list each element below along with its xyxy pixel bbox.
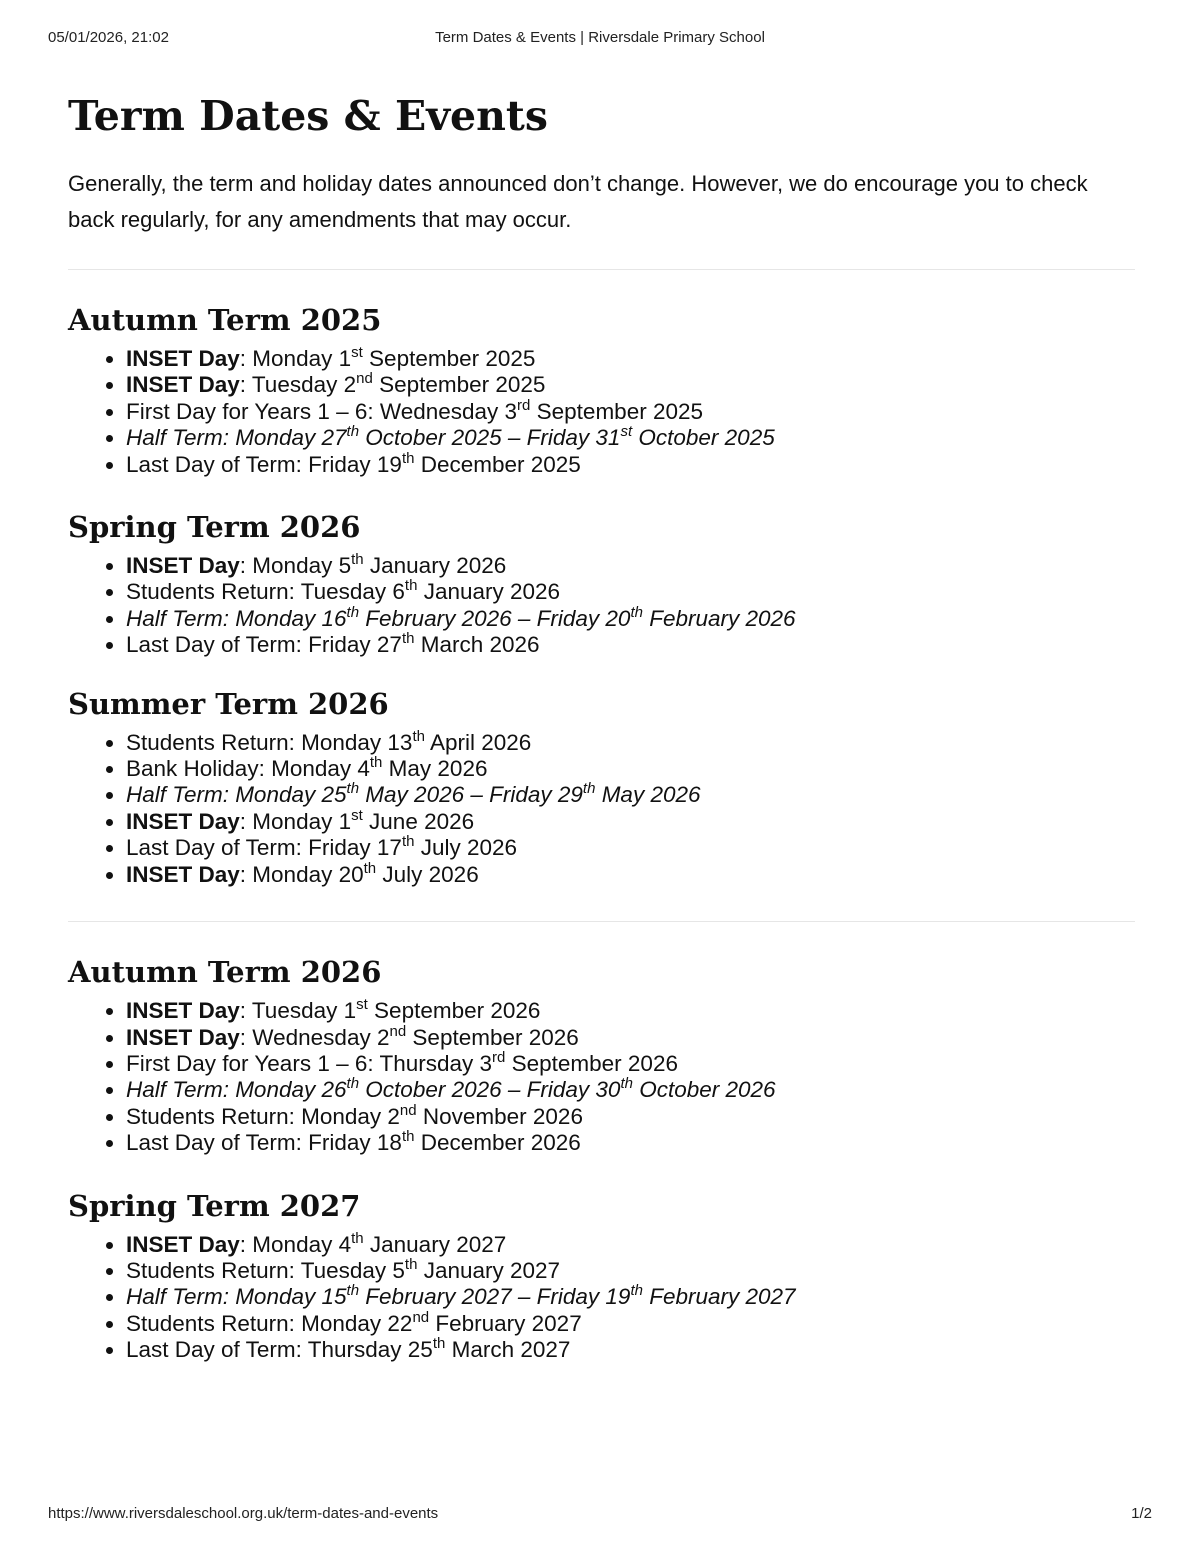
inset-day-label: INSET Day — [126, 1231, 240, 1257]
inset-day-label: INSET Day — [126, 553, 240, 579]
item-text: October 2025 – Friday 31 — [359, 425, 621, 451]
term-date-item — [126, 859, 1135, 888]
inset-day-label: INSET Day — [126, 346, 240, 371]
ordinal-suffix: nd — [389, 1022, 407, 1040]
section-divider — [68, 921, 1135, 922]
term-date-item — [126, 1229, 1135, 1258]
item-text: : Wednesday 2 — [239, 1024, 390, 1050]
ordinal-suffix: th — [346, 603, 360, 621]
item-text: : Monday 5 — [239, 553, 352, 579]
item-text: Bank Holiday: Monday 4 — [126, 756, 370, 782]
item-text: Half Term: Monday 16 — [126, 605, 347, 631]
item-text: : Monday 4 — [239, 1231, 352, 1257]
inset-day-label: INSET Day — [126, 861, 240, 887]
term-date-item — [126, 553, 1135, 579]
ordinal-suffix: th — [582, 780, 596, 798]
item-text: Half Term: Monday 26 — [126, 1077, 347, 1103]
ordinal-suffix: th — [620, 1075, 633, 1093]
term-items-list — [68, 1229, 1135, 1364]
term-heading: Autumn Term 2025 — [68, 303, 382, 337]
term-date-item — [126, 1337, 1135, 1363]
item-text: First Day for Years 1 – 6: Thursday 3 — [126, 1050, 493, 1076]
item-text: Last Day of Term: Friday 27 — [126, 632, 402, 658]
item-text: September 2026 — [406, 1024, 579, 1050]
term-heading: Spring Term 2027 — [68, 1188, 361, 1223]
ordinal-suffix: th — [346, 1282, 360, 1300]
section-divider — [68, 269, 1135, 270]
item-text: : Tuesday 2 — [239, 372, 357, 398]
print-url: https://www.riversdaleschool.org.uk/term-dates-and-events — [48, 1505, 439, 1522]
item-text: Students Return: Monday 13 — [126, 729, 413, 755]
term-date-item — [126, 1284, 1135, 1310]
term-date-item — [126, 1308, 1135, 1337]
item-text: : Monday 1 — [239, 808, 352, 834]
item-text: May 2026 – Friday 29 — [359, 782, 583, 808]
item-text: October 2026 – Friday 30 — [359, 1077, 621, 1103]
term-heading: Summer Term 2026 — [68, 686, 389, 721]
print-footer — [48, 1505, 1152, 1525]
ordinal-suffix: th — [412, 727, 425, 745]
item-text: December 2026 — [414, 1130, 581, 1156]
item-text: Students Return: Monday 22 — [126, 1310, 413, 1336]
half-term-text — [126, 1077, 776, 1102]
term-date-item — [126, 603, 1135, 632]
term-date-item — [126, 998, 1135, 1024]
ordinal-suffix: th — [346, 780, 360, 798]
item-text: September 2025 — [362, 346, 536, 371]
term-date-item — [126, 632, 1135, 658]
term-date-item — [126, 1048, 1135, 1077]
ordinal-suffix: rd — [517, 396, 531, 414]
term-date-item — [126, 1101, 1135, 1130]
item-text: February 2026 — [642, 605, 796, 631]
item-text: February 2027 — [429, 1310, 582, 1336]
item-text: May 2026 — [382, 756, 488, 782]
item-text: September 2026 — [505, 1050, 678, 1076]
item-text: January 2027 — [417, 1257, 561, 1283]
term-items-list — [68, 553, 1135, 659]
item-text: October 2025 — [632, 425, 775, 451]
item-text: Last Day of Term: Thursday 25 — [126, 1337, 433, 1363]
term-items-list — [68, 727, 1135, 888]
item-text: First Day for Years 1 – 6: Wednesday 3 — [126, 398, 518, 424]
ordinal-suffix: st — [620, 423, 633, 441]
ordinal-suffix: th — [404, 1255, 418, 1273]
ordinal-suffix: th — [351, 551, 364, 569]
page-title: Term Dates & Events — [68, 92, 548, 140]
main-content — [68, 88, 1135, 1364]
ordinal-suffix: th — [432, 1335, 446, 1353]
item-text: December 2025 — [414, 451, 581, 477]
term-section — [68, 686, 1135, 888]
term-date-item — [126, 449, 1135, 478]
item-text: March 2026 — [414, 632, 540, 658]
item-text: Half Term: Monday 15 — [126, 1284, 347, 1310]
ordinal-suffix: th — [401, 449, 415, 467]
ordinal-suffix: th — [404, 577, 418, 595]
item-text: April 2026 — [424, 729, 532, 755]
term-date-item — [126, 579, 1135, 605]
ordinal-suffix: nd — [356, 370, 373, 388]
inset-day-label: INSET Day — [126, 1024, 240, 1050]
term-section — [68, 302, 1135, 478]
half-term-text — [126, 1284, 796, 1309]
ordinal-suffix: th — [369, 754, 383, 772]
term-date-item — [126, 1130, 1135, 1156]
term-date-item — [126, 1255, 1135, 1284]
ordinal-suffix: nd — [399, 1101, 417, 1119]
item-text: July 2026 — [376, 861, 479, 887]
item-text: October 2026 — [632, 1077, 776, 1103]
item-text: Last Day of Term: Friday 17 — [126, 835, 402, 861]
item-text: January 2027 — [363, 1231, 507, 1257]
term-heading: Spring Term 2026 — [68, 510, 361, 545]
term-date-item — [126, 727, 1135, 756]
term-section — [68, 1188, 1135, 1364]
item-text: February 2027 – Friday 19 — [359, 1284, 631, 1310]
term-date-item — [126, 782, 1135, 808]
item-text: November 2026 — [416, 1103, 583, 1129]
term-date-item — [126, 806, 1135, 835]
term-items-list — [68, 998, 1135, 1156]
ordinal-suffix: st — [351, 806, 363, 824]
item-text: Students Return: Tuesday 5 — [126, 1257, 405, 1283]
item-text: Students Return: Monday 2 — [126, 1103, 400, 1129]
half-term-text — [126, 782, 701, 807]
print-page-title: Term Dates & Events | Riversdale Primary School — [435, 29, 765, 46]
term-date-item — [126, 346, 1135, 372]
term-date-item — [126, 1077, 1135, 1103]
item-text: Students Return: Tuesday 6 — [126, 579, 405, 605]
item-text: Half Term: Monday 27 — [126, 425, 347, 451]
half-term-text — [126, 603, 796, 631]
inset-day-label: INSET Day — [126, 998, 240, 1024]
ordinal-suffix: th — [401, 630, 415, 648]
ordinal-suffix: th — [630, 1282, 643, 1300]
item-text: January 2026 — [363, 553, 507, 579]
ordinal-suffix: th — [401, 1128, 415, 1146]
ordinal-suffix: nd — [412, 1308, 430, 1326]
print-timestamp: 05/01/2026, 21:02 — [48, 29, 169, 46]
half-term-text — [126, 425, 775, 450]
term-date-item — [126, 372, 1135, 398]
term-section — [68, 954, 1135, 1156]
term-date-item — [126, 396, 1135, 425]
ordinal-suffix: th — [346, 423, 360, 441]
item-text: Half Term: Monday 25 — [126, 782, 347, 808]
term-date-item — [126, 1022, 1135, 1051]
item-text: September 2025 — [372, 372, 546, 398]
print-header — [48, 29, 1152, 49]
term-items-list — [68, 346, 1135, 478]
item-text: September 2025 — [530, 398, 704, 424]
item-text: Last Day of Term: Friday 19 — [126, 451, 402, 477]
ordinal-suffix: st — [356, 996, 368, 1014]
ordinal-suffix: th — [351, 1229, 364, 1247]
item-text: September 2026 — [367, 998, 541, 1024]
ordinal-suffix: th — [346, 1075, 360, 1093]
inset-day-label: INSET Day — [126, 372, 240, 398]
item-text: March 2027 — [445, 1337, 571, 1363]
ordinal-suffix: th — [363, 859, 377, 877]
item-text: : Monday 20 — [239, 861, 364, 887]
item-text: : Monday 1 — [239, 346, 352, 371]
item-text: Last Day of Term: Friday 18 — [126, 1130, 402, 1156]
term-date-item — [126, 756, 1135, 782]
item-text: January 2026 — [417, 579, 561, 605]
print-page-number: 1/2 — [1131, 1505, 1152, 1522]
item-text: February 2027 — [642, 1284, 796, 1310]
ordinal-suffix: rd — [492, 1048, 506, 1066]
intro-paragraph: Generally, the term and holiday dates announced don’t change. However, we do encourage you to check back regularly, for any amendments that may occur. — [68, 171, 1088, 232]
item-text: : Tuesday 1 — [239, 998, 357, 1024]
inset-day-label: INSET Day — [126, 808, 240, 834]
term-heading: Autumn Term 2026 — [68, 955, 382, 990]
item-text: February 2026 – Friday 20 — [359, 605, 631, 631]
ordinal-suffix: th — [401, 833, 415, 851]
term-date-item — [126, 425, 1135, 451]
item-text: July 2026 — [414, 835, 518, 861]
term-section — [68, 509, 1135, 659]
ordinal-suffix: th — [630, 603, 643, 621]
item-text: June 2026 — [362, 808, 475, 834]
item-text: May 2026 — [595, 782, 701, 808]
term-date-item — [126, 835, 1135, 861]
ordinal-suffix: st — [351, 344, 363, 361]
